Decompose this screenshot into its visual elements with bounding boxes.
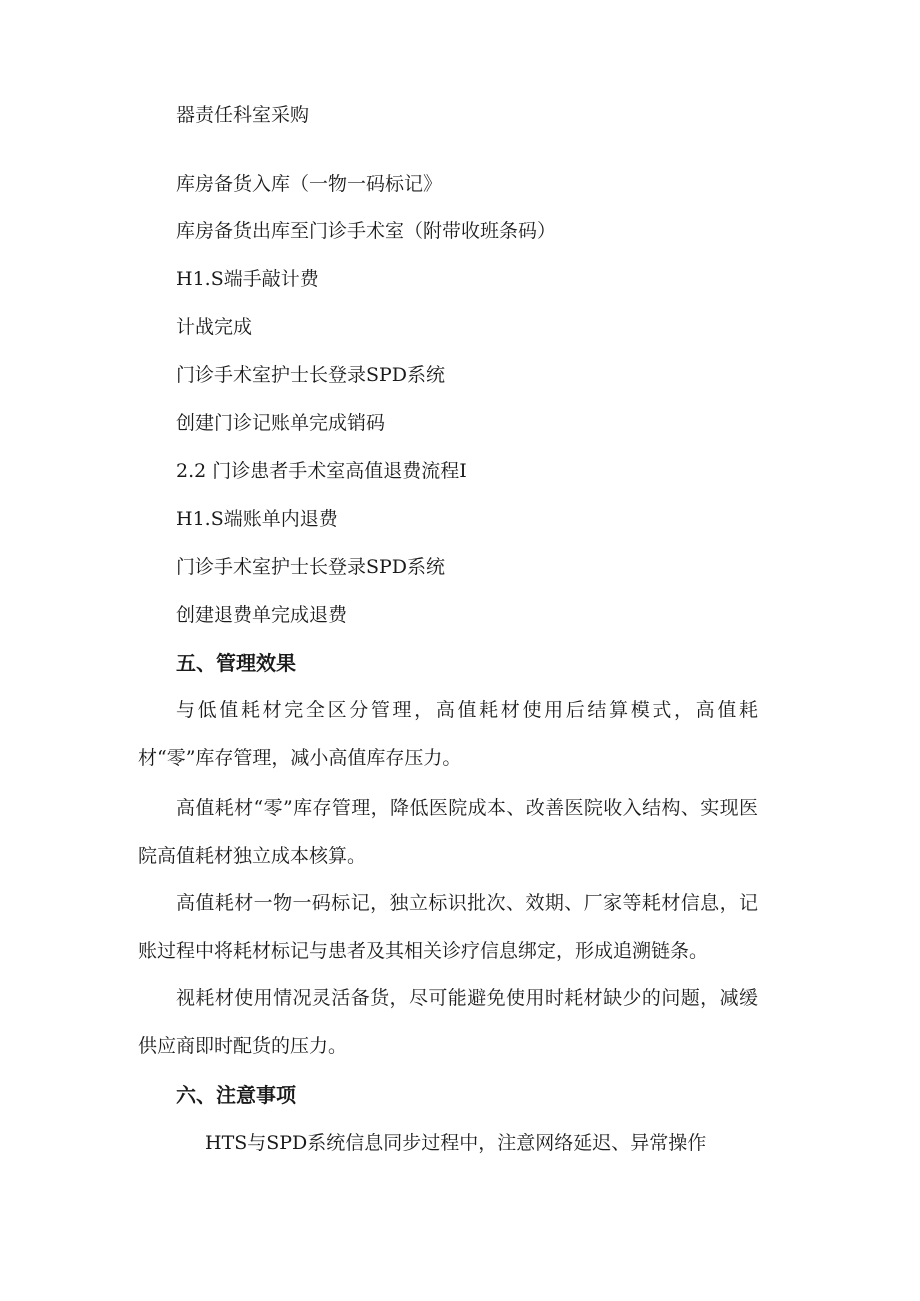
flow-step: 库房备货入库（一物一码标记》 [176, 173, 443, 195]
paragraph: 与低值耗材完全区分管理，高值耗材使用后结算模式，高值耗材“零”库存管理，减小高值库存压力。 [138, 699, 758, 769]
flow-step: 计战完成 [176, 316, 253, 338]
flow-step: 创建退费单完成退费 [176, 604, 348, 626]
flow-step: 门诊手术室护士长登录SPD系统 [176, 364, 446, 386]
paragraph: 高值耗材一物一码标记，独立标识批次、效期、厂家等耗材信息，记账过程中将耗材标记与患者及其相关诊疗信息绑定，形成追溯链条。 [138, 892, 758, 962]
flow-step: 库房备货出库至门诊手术室（附带收班条码） [176, 220, 557, 242]
section-heading: 六、注意事项 [176, 1083, 296, 1107]
paragraph: HTS与SPD系统信息同步过程中，注意网络延迟、异常操作 [205, 1132, 707, 1154]
paragraph: 视耗材使用情况灵活备货，尽可能避免使用时耗材缺少的问题，减缓供应商即时配货的压力。 [138, 987, 758, 1057]
flow-step: 门诊手术室护士长登录SPD系统 [176, 556, 446, 578]
subsection-title: 2.2 门诊患者手术室高值退费流程I [176, 460, 467, 482]
flow-step: H1.S端账单内退费 [176, 508, 338, 530]
flow-step: H1.S端手敲计费 [176, 268, 319, 290]
flow-step: 器责任科室采购 [176, 104, 310, 126]
paragraph: 高值耗材“零”库存管理，降低医院成本、改善医院收入结构、实现医院高值耗材独立成本核算。 [138, 797, 758, 867]
section-heading: 五、管理效果 [176, 651, 296, 675]
flow-step: 创建门诊记账单完成销码 [176, 412, 386, 434]
